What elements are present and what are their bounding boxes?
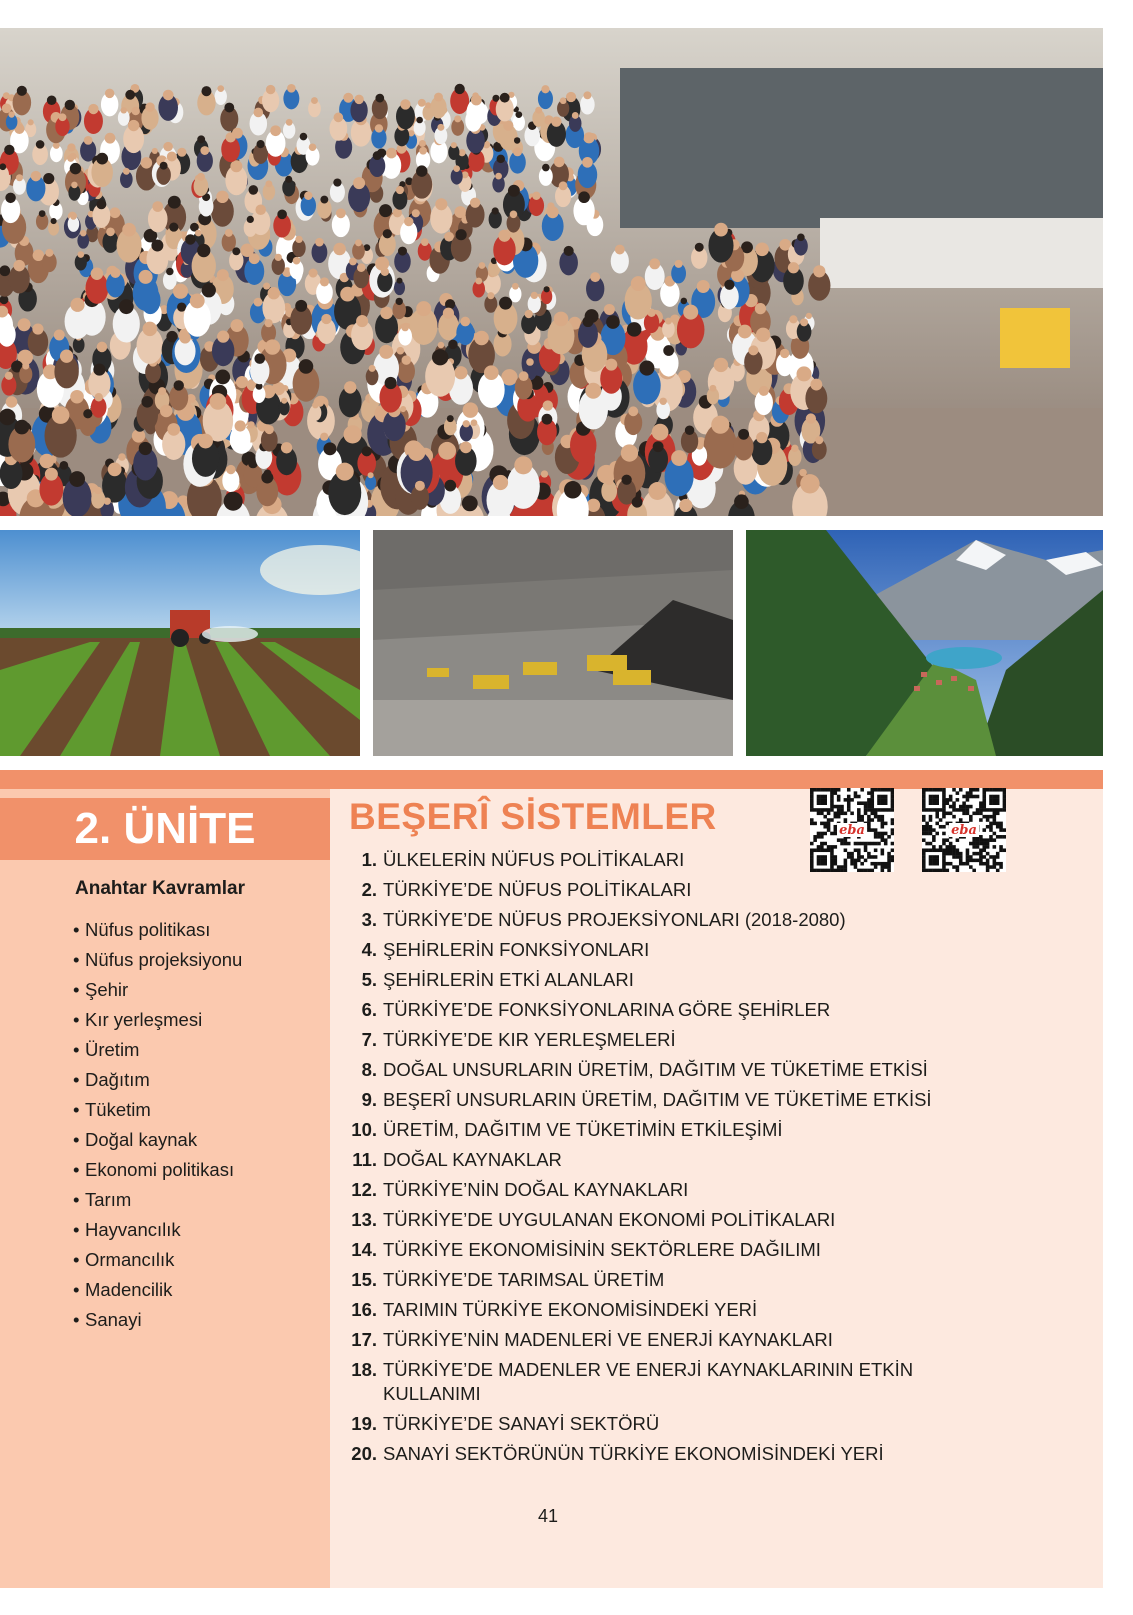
key-concept-label: Nüfus politikası [85,919,211,940]
mountain-lake-photo [746,530,1103,756]
topic-number: 18. [351,1359,377,1380]
topic-number: 19. [351,1413,377,1434]
topic-number: 5. [361,969,377,990]
topic-label: ÜRETİM, DAĞITIM VE TÜKETİMİN ETKİLEŞİMİ [383,1119,783,1140]
topic-item [343,938,1003,962]
topic-label: TÜRKİYE’DE SANAYİ SEKTÖRÜ [383,1413,660,1434]
key-concept-item [73,915,242,945]
bullet-icon: • [73,1129,80,1150]
topic-label: ÜLKELERİN NÜFUS POLİTİKALARI [383,849,685,870]
topic-item [343,998,1003,1022]
bullet-icon: • [73,1099,80,1120]
key-concept-item [73,1185,242,1215]
key-concepts-list [73,915,242,1335]
page-number: 41 [538,1506,559,1526]
key-concept-label: Madencilik [85,1279,173,1300]
topic-label: TÜRKİYE’DE KIR YERLEŞMELERİ [383,1029,676,1050]
key-concept-item [73,1065,242,1095]
topic-number: 4. [361,939,377,960]
key-concept-item [73,1095,242,1125]
topic-item [343,1238,1003,1262]
topic-item [343,1148,1003,1172]
topic-label: ŞEHİRLERİN FONKSİYONLARI [383,939,650,960]
bullet-icon: • [73,1039,80,1060]
topic-label: TÜRKİYE EKONOMİSİNİN SEKTÖRLERE DAĞILIMI [383,1239,821,1260]
topic-label: TÜRKİYE’DE NÜFUS POLİTİKALARI [383,879,692,900]
topic-item [343,1028,1003,1052]
topic-item [343,1358,1003,1406]
key-concept-item [73,1155,242,1185]
accent-strip [0,770,1103,789]
topic-label: TÜRKİYE’DE NÜFUS PROJEKSİYONLARI (2018-2080) [383,909,846,930]
topic-number: 12. [351,1179,377,1200]
key-concept-label: Dağıtım [85,1069,150,1090]
unit-title: 2. ÜNİTE [0,798,330,860]
topic-label: DOĞAL KAYNAKLAR [383,1149,562,1170]
eba-logo-text: eba [951,823,977,838]
topic-item [343,1442,1003,1466]
bullet-icon: • [73,1159,80,1180]
key-concept-label: Hayvancılık [85,1219,181,1240]
bullet-icon: • [73,1009,80,1030]
key-concept-item [73,945,242,975]
topic-label: ŞEHİRLERİN ETKİ ALANLARI [383,969,634,990]
bullet-icon: • [73,949,80,970]
eba-logo-text: eba [839,823,865,838]
key-concept-item [73,1005,242,1035]
topic-item [343,1298,1003,1322]
key-concepts-title: Anahtar Kavramlar [75,878,246,899]
topic-number: 13. [351,1209,377,1230]
key-concept-label: Şehir [85,979,129,1000]
topic-label: TÜRKİYE’DE MADENLER VE ENERJİ KAYNAKLARININ ETKİN KULLANIMI [383,1359,914,1404]
topic-item [343,1178,1003,1202]
key-concept-item [73,1125,242,1155]
key-concept-label: Tarım [85,1189,132,1210]
topic-number: 11. [352,1149,377,1170]
topic-item [343,968,1003,992]
bullet-icon: • [73,1069,80,1090]
crowd-photo [0,28,1103,516]
topic-number: 3. [361,909,377,930]
bullet-icon: • [73,979,80,1000]
key-concept-label: Üretim [85,1039,140,1060]
key-concept-item [73,975,242,1005]
bullet-icon: • [73,1279,80,1300]
key-concept-item [73,1305,242,1335]
topic-item [343,1058,1003,1082]
key-concept-label: Doğal kaynak [85,1129,198,1150]
topic-item [343,1118,1003,1142]
key-concept-label: Kır yerleşmesi [85,1009,203,1030]
topic-label: TÜRKİYE’DE UYGULANAN EKONOMİ POLİTİKALARI [383,1209,836,1230]
key-concept-item [73,1275,242,1305]
bullet-icon: • [73,1309,80,1330]
key-concept-label: Ormancılık [85,1249,175,1270]
bullet-icon: • [73,1249,80,1270]
bullet-icon: • [73,1189,80,1210]
topic-label: SANAYİ SEKTÖRÜNÜN TÜRKİYE EKONOMİSİNDEKİ YERİ [383,1443,884,1464]
topic-number: 8. [361,1059,377,1080]
topic-number: 17. [351,1329,377,1350]
bullet-icon: • [73,919,80,940]
topic-number: 1. [361,849,377,870]
topic-item [343,848,1003,872]
topic-number: 20. [351,1443,377,1464]
bullet-icon: • [73,1219,80,1240]
topic-number: 9. [361,1089,377,1110]
open-pit-mine-photo [373,530,733,756]
topic-label: BEŞERÎ UNSURLARIN ÜRETİM, DAĞITIM VE TÜKETİME ETKİSİ [383,1089,932,1110]
key-concept-label: Tüketim [85,1099,151,1120]
tractor-field-photo [0,530,360,756]
key-concept-label: Sanayi [85,1309,142,1330]
key-concept-item [73,1215,242,1245]
topic-number: 15. [351,1269,377,1290]
key-concept-label: Nüfus projeksiyonu [85,949,243,970]
topic-item [343,908,1003,932]
key-concept-item [73,1035,242,1065]
topic-number: 14. [351,1239,377,1260]
key-concept-item [73,1245,242,1275]
section-title: BEŞERÎ SİSTEMLER [349,796,717,837]
topic-label: TÜRKİYE’DE TARIMSAL ÜRETİM [383,1269,665,1290]
topic-label: TÜRKİYE’NİN DOĞAL KAYNAKLARI [383,1179,689,1200]
topic-label: TÜRKİYE’NİN MADENLERİ VE ENERJİ KAYNAKLARI [383,1329,833,1350]
topic-label: TARIMIN TÜRKİYE EKONOMİSİNDEKİ YERİ [383,1299,758,1320]
key-concept-label: Ekonomi politikası [85,1159,235,1180]
topic-label: DOĞAL UNSURLARIN ÜRETİM, DAĞITIM VE TÜKETİME ETKİSİ [383,1059,928,1080]
topic-label: TÜRKİYE’DE FONKSİYONLARINA GÖRE ŞEHİRLER [383,999,831,1020]
topic-number: 10. [351,1119,377,1140]
topic-item [343,1268,1003,1292]
topic-number: 6. [361,999,377,1020]
topic-item [343,1412,1003,1436]
topic-item [343,1088,1003,1112]
topic-list [343,848,1003,1472]
topic-number: 7. [361,1029,377,1050]
topic-number: 2. [361,879,377,900]
topic-item [343,1328,1003,1352]
topic-item [343,1208,1003,1232]
topic-item [343,878,1003,902]
topic-number: 16. [351,1299,377,1320]
